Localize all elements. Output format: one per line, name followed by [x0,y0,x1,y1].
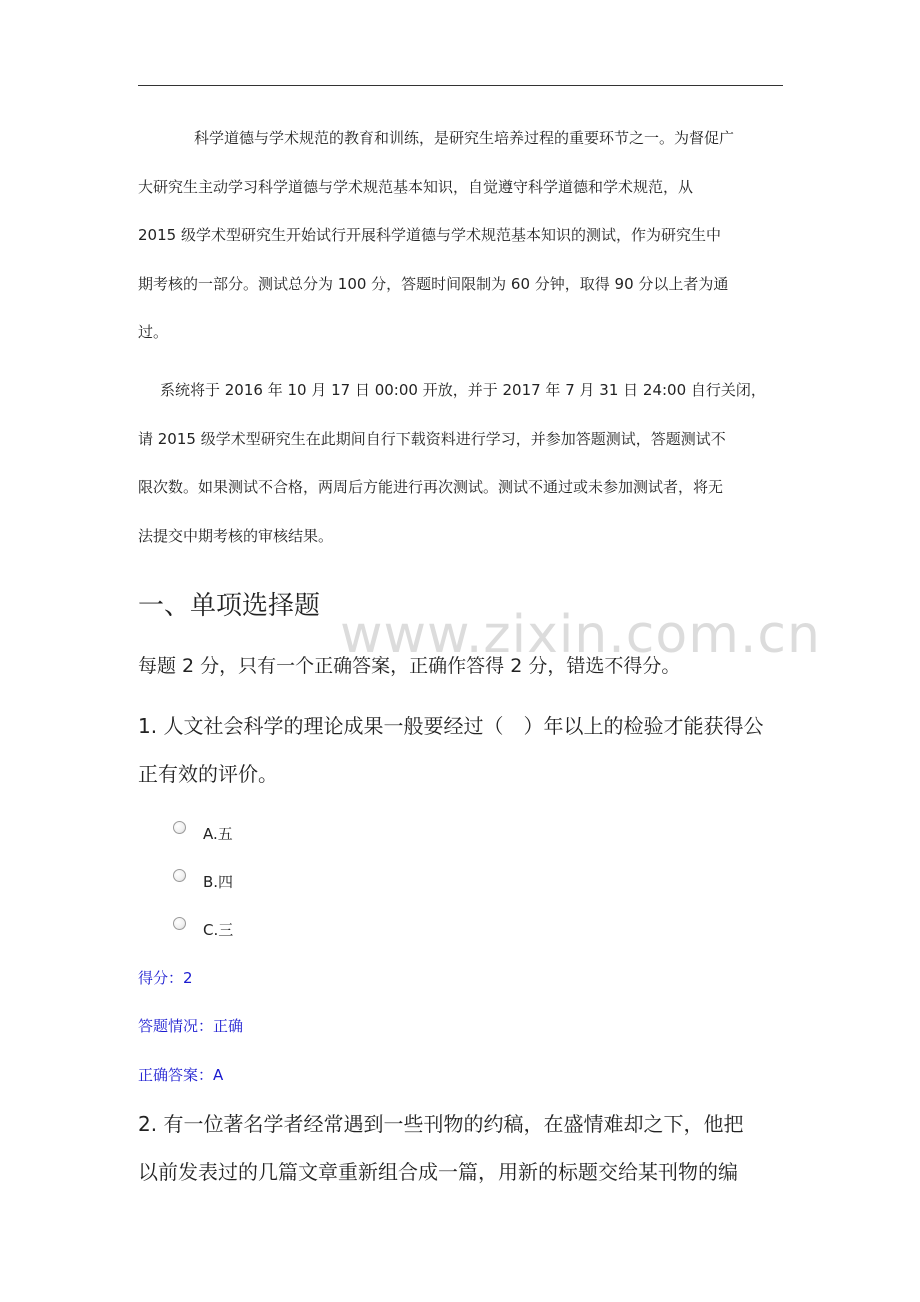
intro-line: 请 2015 级学术型研究生在此期间自行下载资料进行学习，并参加答题测试，答题测试不 [138,429,726,448]
question-2-line: 2. 有一位著名学者经常遇到一些刊物的约稿，在盛情难却之下，他把 [138,1112,744,1136]
intro-line: 过。 [138,323,169,341]
question-1-line: 1. 人文社会科学的理论成果一般要经过（ ）年以上的检验才能获得公 [138,714,764,738]
intro-line: 科学道德与学术规范的教育和训练，是研究生培养过程的重要环节之一。为督促广 [194,129,735,147]
intro-paragraph-2 [138,366,783,560]
intro-line: 系统将于 2016 年 10 月 17 日 00:00 开放，并于 2017 年 7 月 31 日 24:00 自行关闭， [160,381,766,399]
option-c[interactable] [173,917,473,965]
question-1-line: 正有效的评价。 [138,762,278,786]
intro-line: 2015 级学术型研究生开始试行开展科学道德与学术规范基本知识的测试，作为研究生中 [138,226,721,244]
option-a-label: A.五 [203,825,233,843]
option-a[interactable] [173,821,473,869]
option-b[interactable] [173,869,473,917]
intro-paragraph-1 [138,114,783,357]
option-c-label: C.三 [203,921,234,939]
question-1-status: 答题情况：正确 [138,1017,244,1035]
section-description: 每题 2 分，只有一个正确答案，正确作答得 2 分，错选不得分。 [138,655,681,677]
intro-line: 法提交中期考核的审核结果。 [138,526,334,545]
watermark: www.zixin.com.cn [340,605,821,665]
intro-line: 限次数。如果测试不合格，两周后方能进行再次测试。测试不通过或未参加测试者，将无 [138,478,724,496]
intro-line: 大研究生主动学习科学道德与学术规范基本知识，自觉遵守科学道德和学术规范，从 [138,177,694,196]
question-1-answer: 正确答案：A [138,1066,224,1084]
intro-line: 期考核的一部分。测试总分为 100 分，答题时间限制为 60 分钟，取得 90 分以上者为通 [138,274,729,293]
section-title: 一、单项选择题 [138,591,321,621]
question-1 [138,702,783,798]
question-1-options [173,821,473,965]
header-rule [138,85,783,86]
radio-icon[interactable] [173,869,186,882]
question-2-line: 以前发表过的几篇文章重新组合成一篇，用新的标题交给某刊物的编 [138,1160,738,1184]
question-1-score: 得分：2 [138,969,193,987]
question-2 [138,1100,783,1196]
radio-icon[interactable] [173,917,186,930]
option-b-label: B.四 [203,873,234,891]
radio-icon[interactable] [173,821,186,834]
